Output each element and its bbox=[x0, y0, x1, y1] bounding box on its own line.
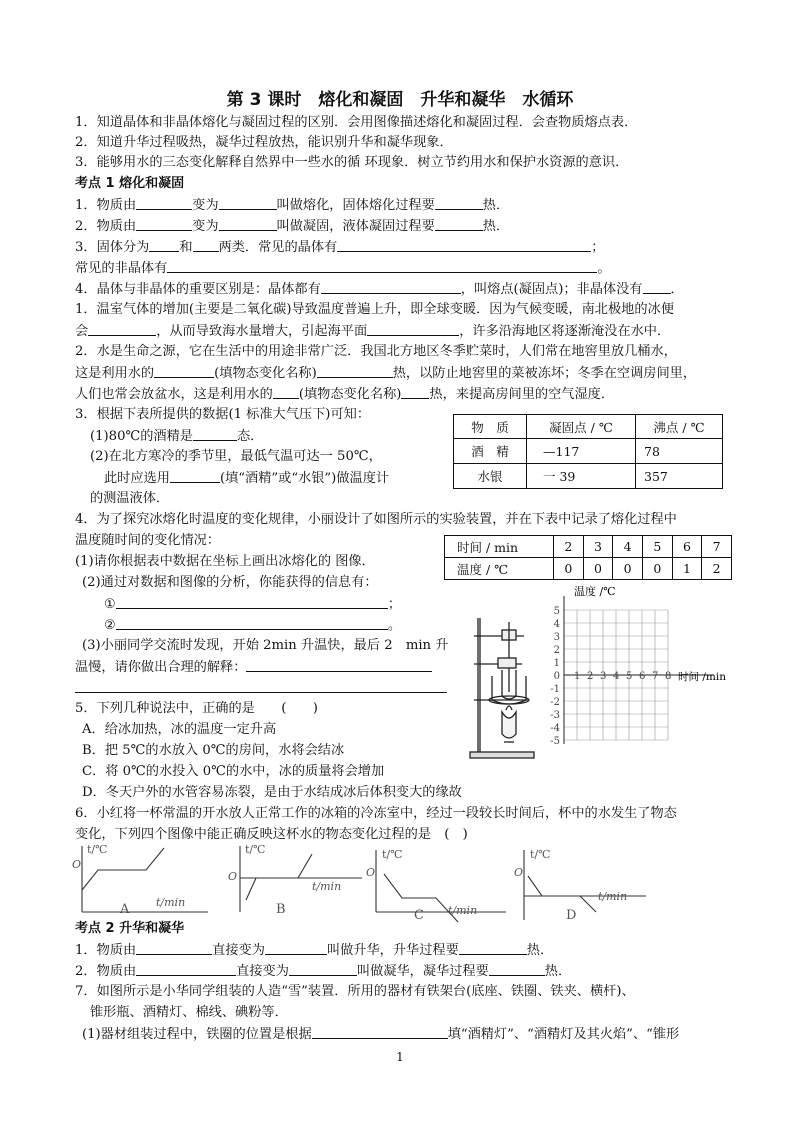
x-tick-label: 7 bbox=[652, 671, 659, 682]
q3-line-1: 3．根据下表所提供的数据(1 标准大气压下)可知： bbox=[75, 407, 371, 422]
ice-melting-table bbox=[444, 535, 732, 580]
y-tick-label: -2 bbox=[550, 697, 560, 708]
page-number: 1 bbox=[396, 1050, 404, 1064]
table-row bbox=[454, 439, 723, 464]
table-cell: 水银 bbox=[454, 464, 527, 489]
s1-question-2: 2．物质由 变为 叫做凝固，液体凝固过程要 热． bbox=[75, 219, 510, 234]
table-row-label: 时间 / min bbox=[445, 536, 554, 558]
q4-line-7: (3)小丽同学交流时发现，开始 2min 升温快，最后 2 min 升 bbox=[82, 638, 449, 653]
q4-line-8: 温慢，请你做出合理的解释： bbox=[75, 658, 432, 676]
q5-option-b: B．把 5℃的水放入 0℃的房间，水将会结冰 bbox=[82, 743, 345, 758]
q5-option-d: D．冬天户外的水管容易冻裂，是由于水结成冰后体积变大的缘故 bbox=[82, 785, 462, 800]
x-axis-label: 时间 /min bbox=[678, 671, 726, 683]
table-cell: 0 bbox=[583, 558, 613, 580]
table-cell: 2 bbox=[554, 536, 584, 558]
objective-2: 2．知道升华过程吸热，凝华过程放热，能识别升华和凝华现象． bbox=[75, 135, 453, 150]
practice-1-line-2: 会 ，从而导致海水量增大，引起海平面 ，许多沿海地区将逐渐淹没在水中． bbox=[75, 324, 671, 339]
q4-line-1: 4．为了探究冰熔化时温度的变化规律，小丽设计了如图所示的实验装置，并在下表中记录了熔化过程中 bbox=[75, 512, 677, 527]
q3-line-2: (1)80℃的酒精是 态． bbox=[90, 429, 264, 444]
section-heading-2: 考点 2 升华和凝华 bbox=[75, 921, 185, 936]
practice-1-line-1: 1．温室气体的增加(主要是二氧化碳)导致温度普遍上升，即全球变暖．因为气候变暖，南北极地的冰便 bbox=[75, 302, 674, 317]
page-title: 第 3 课时 熔化和凝固 升华和凝华 水循环 bbox=[226, 90, 574, 110]
graph-d-origin: O bbox=[514, 866, 524, 879]
s1-question-1: 1．物质由 变为 叫做熔化，固体熔化过程要 热． bbox=[75, 198, 510, 213]
substance-table bbox=[453, 414, 723, 489]
q3-line-4: 此时应选用 (填“酒精”或“水银”)做温度计 bbox=[104, 471, 390, 486]
table-cell: 7 bbox=[702, 536, 732, 558]
y-tick-label: -4 bbox=[550, 723, 560, 734]
q3-line-3: (2)在北方寒冷的季节里，最低气温可达一 50℃， bbox=[90, 449, 382, 464]
table-cell: 3 bbox=[583, 536, 613, 558]
graph-b-caption: B bbox=[276, 902, 286, 917]
table-cell: 78 bbox=[636, 439, 723, 464]
graph-c-x-label: t/min bbox=[448, 904, 478, 917]
graph-d-y-label: t/℃ bbox=[530, 848, 551, 861]
table-cell: 2 bbox=[702, 558, 732, 580]
graph-b-origin: O bbox=[228, 870, 238, 883]
graph-a-origin: O bbox=[72, 858, 82, 871]
x-tick-label: 3 bbox=[600, 671, 607, 682]
graph-a-y-label: t/℃ bbox=[87, 843, 108, 856]
q4-line-3: (1)请你根据表中数据在坐标上画出冰熔化的 图像． bbox=[75, 554, 375, 569]
y-tick-label: -3 bbox=[550, 710, 560, 721]
table-cell: 0 bbox=[613, 558, 643, 580]
q3-line-5: 的测温液体． bbox=[90, 491, 170, 506]
table-row bbox=[445, 558, 732, 580]
y-axis-label: 温度 /℃ bbox=[574, 585, 616, 598]
q5-option-a: A．给冰加热，冰的温度一定升高 bbox=[82, 722, 277, 737]
y-tick-label: 1 bbox=[553, 658, 560, 669]
y-tick-label: 3 bbox=[553, 632, 560, 643]
graph-d-x-label: t/min bbox=[598, 890, 628, 903]
table-header: 凝固点 / ℃ bbox=[527, 415, 636, 439]
graph-c-origin: O bbox=[366, 866, 376, 879]
q4-line-2: 温度随时间的变化情况： bbox=[75, 533, 221, 548]
temperature-time-chart bbox=[538, 585, 726, 755]
q4-line-9 bbox=[75, 679, 447, 697]
table-header-row bbox=[454, 415, 723, 439]
q7-line-2: 锥形瓶、酒精灯、棉线、碘粉等． bbox=[90, 1005, 288, 1020]
x-tick-label: 1 bbox=[574, 671, 581, 682]
q4-line-5: ① ； bbox=[104, 597, 402, 612]
graph-a-x-label: t/min bbox=[156, 896, 186, 909]
s1-question-3: 3．固体分为 和 两类．常见的晶体有 ； bbox=[75, 240, 605, 255]
table-cell: —117 bbox=[527, 439, 636, 464]
table-cell: 5 bbox=[642, 536, 672, 558]
table-header: 物 质 bbox=[454, 415, 527, 439]
y-tick-label: -1 bbox=[550, 684, 560, 695]
table-cell: 1 bbox=[672, 558, 702, 580]
table-row bbox=[454, 464, 723, 489]
q4-line-6: ② 。 bbox=[104, 618, 402, 633]
graph-c-y-label: t/℃ bbox=[382, 848, 403, 861]
table-cell: 0 bbox=[554, 558, 584, 580]
graph-c-caption: C bbox=[414, 908, 424, 923]
q5-option-c: C．将 0℃的水投入 0℃的水中，冰的质量将会增加 bbox=[82, 764, 385, 779]
graph-a-caption: A bbox=[120, 902, 130, 917]
table-header: 沸点 / ℃ bbox=[636, 415, 723, 439]
x-tick-label: 6 bbox=[639, 671, 646, 682]
s2-question-2: 2．物质由 直接变为 叫做凝华，凝华过程要 热． bbox=[75, 964, 572, 979]
table-cell: 4 bbox=[613, 536, 643, 558]
graph-d-caption: D bbox=[566, 908, 577, 923]
x-tick-label: 5 bbox=[626, 671, 633, 682]
objective-3: 3．能够用水的三态变化解释自然界中一些水的循 环现象．树立节约用水和保护水资源的意识． bbox=[75, 155, 629, 170]
table-cell: 酒 精 bbox=[454, 439, 527, 464]
section-heading-1: 考点 1 熔化和凝固 bbox=[75, 176, 185, 191]
practice-2-line-1: 2．水是生命之源，它在生活中的用途非常广泛．我国北方地区冬季贮菜时，人们常在地窖里放几桶水， bbox=[75, 344, 677, 359]
y-tick-label: 5 bbox=[553, 606, 560, 617]
table-row-label: 温度 / ℃ bbox=[445, 558, 554, 580]
s2-question-1: 1．物质由 直接变为 叫做升华，升华过程要 热． bbox=[75, 943, 554, 958]
table-cell: 0 bbox=[642, 558, 672, 580]
table-row bbox=[445, 536, 732, 558]
objective-1: 1．知道晶体和非晶体熔化与凝固过程的区别．会用图像描述熔化和凝固过程．会查物质熔点表． bbox=[75, 115, 638, 130]
y-tick-label: -5 bbox=[550, 736, 560, 747]
q6-line-1: 6．小红将一杯常温的开水放人正常工作的冰箱的冷冻室中，经过一段较长时间后，杯中的水发生了物态 bbox=[75, 806, 677, 821]
table-cell: 6 bbox=[672, 536, 702, 558]
experiment-apparatus bbox=[462, 612, 542, 762]
y-tick-label: 2 bbox=[553, 645, 560, 656]
practice-2-line-2: 这是利用水的 (填物态变化名称) 热，以防止地窖里的菜被冻坏；冬季在空调房间里， bbox=[75, 366, 697, 381]
chart-ticks bbox=[550, 606, 671, 747]
x-tick-label: 8 bbox=[665, 671, 672, 682]
table-cell: 一 39 bbox=[527, 464, 636, 489]
x-tick-label: 4 bbox=[613, 671, 620, 682]
y-tick-label: 0 bbox=[553, 671, 560, 682]
s1-question-4: 4．晶体与非晶体的重要区别是：晶体都有 ，叫熔点(凝固点)；非晶体没有 ． bbox=[75, 282, 684, 297]
y-tick-label: 4 bbox=[553, 619, 560, 630]
x-tick-label: 2 bbox=[587, 671, 594, 682]
graph-b-x-label: t/min bbox=[312, 880, 342, 893]
q7-line-1: 7．如图所示是小华同学组装的人造“雪”装置．所用的器材有铁架台(底座、铁圈、铁夹、横杆)、 bbox=[75, 984, 635, 999]
q7-line-3: (1)器材组装过程中，铁圈的位置是根据 填“酒精灯”、“酒精灯及其火焰”、“锥形 bbox=[82, 1027, 680, 1042]
q5-stem: 5．下列几种说法中，正确的是 ( ) bbox=[75, 701, 318, 716]
q4-line-4: (2)通过对数据和图像的分析，你能获得的信息有： bbox=[82, 575, 378, 590]
chart-axes bbox=[564, 596, 714, 744]
s1-question-3-cont: 常见的非晶体有 。 bbox=[75, 261, 611, 276]
table-cell: 357 bbox=[636, 464, 723, 489]
q6-line-2: 变化，下列四个图像中能正确反映这杯水的物态变化过程的是 ( ) bbox=[75, 827, 468, 842]
practice-2-line-3: 人们也常会放盆水，这是利用水的 (填物态变化名称) 热，来提高房间里的空气湿度． bbox=[75, 387, 615, 402]
graph-b-y-label: t/℃ bbox=[245, 843, 266, 856]
